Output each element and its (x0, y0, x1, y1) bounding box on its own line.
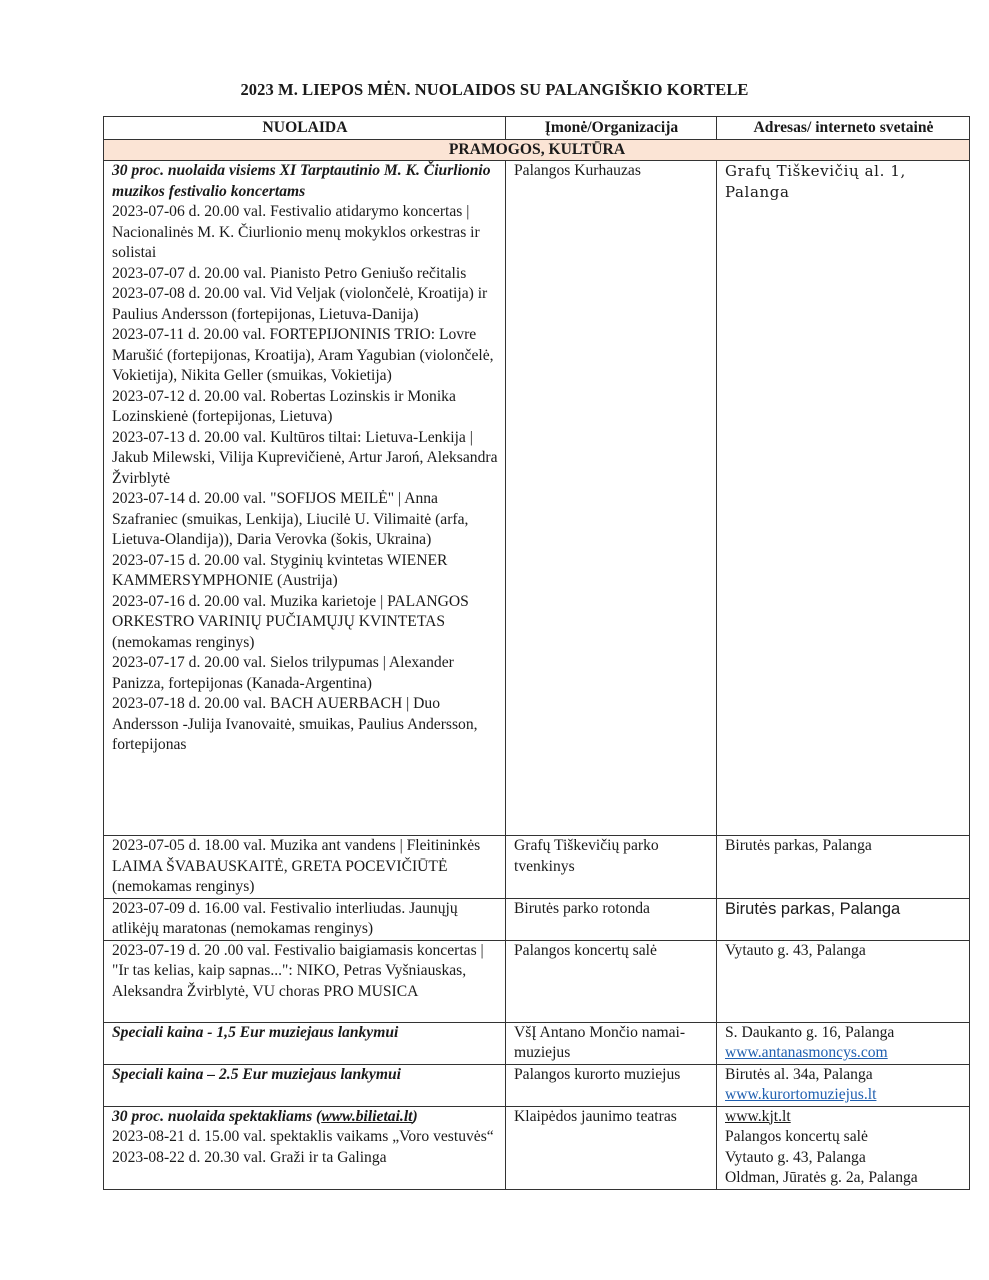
event-item: 2023-07-08 d. 20.00 val. Vid Veljak (violončelė, Kroatija) ir Paulius Andersson (fortepijonas, Lietuva-Danija) (112, 285, 488, 323)
discount-cell: 2023-07-19 d. 20 .00 val. Festivalio baigiamasis koncertas | "Ir tas kelias, kaip sapnas...": NIKO, Petras Vyšniauskas, Aleksandra Žvirblytė, VU choras PRO MUSICA (104, 940, 506, 1022)
header-discount: NUOLAIDA (104, 117, 506, 140)
event-item: 2023-08-21 d. 15.00 val. spektaklis vaikams „Voro vestuvės“ (112, 1128, 494, 1145)
festival-heading: 30 proc. nuolaida visiems XI Tarptautinio M. K. Čiurlionio muzikos festivalio koncertams (112, 162, 491, 200)
discount-cell (104, 1106, 506, 1189)
organization-cell: Klaipėdos jaunimo teatras (506, 1106, 717, 1189)
organization-cell: Palangos Kurhauzas (506, 161, 717, 836)
discounts-table (103, 116, 970, 1190)
event-item: 2023-07-13 d. 20.00 val. Kultūros tiltai: Lietuva-Lenkija | Jakub Milewski, Vilija Kuprevičienė, Artur Jaroń, Aleksandra Žvirblytė (112, 428, 498, 487)
address-cell: Vytauto g. 43, Palanga (717, 940, 970, 1022)
table-row (104, 1064, 970, 1106)
kjt-discount-prefix: 30 proc. nuolaida spektakliams ( (112, 1107, 322, 1125)
section-row (104, 139, 970, 161)
organization-cell: Palangos kurorto muziejus (506, 1064, 717, 1106)
organization-cell: Grafų Tiškevičių parko tvenkinys (506, 836, 717, 899)
event-item: 2023-07-15 d. 20.00 val. Styginių kvintetas WIENER KAMMERSYMPHONIE (Austrija) (112, 551, 448, 589)
address-line: Palangos koncertų salė (725, 1128, 868, 1145)
section-heading: PRAMOGOS, KULTŪRA (104, 139, 970, 161)
address-line: Grafų Tiškevičių al. 1, (725, 162, 906, 180)
event-item: 2023-07-06 d. 20.00 val. Festivalio atidarymo koncertas | Nacionalinės M. K. Čiurlionio menų mokyklos orkestras ir solistai (112, 203, 480, 261)
address-cell (717, 1064, 970, 1106)
table-row (104, 1106, 970, 1189)
address-cell: Birutės parkas, Palanga (717, 836, 970, 899)
kjt-website-link[interactable]: www.kjt.lt (725, 1107, 791, 1125)
header-row (104, 117, 970, 140)
address-cell (717, 1022, 970, 1064)
event-item: 2023-07-07 d. 20.00 val. Pianisto Petro Geniušo rečitalis (112, 264, 467, 282)
address-cell (717, 161, 970, 836)
kjt-discount-suffix: ) (412, 1107, 418, 1125)
event-item: 2023-08-22 d. 20.30 val. Graži ir ta Galinga (112, 1148, 387, 1166)
discount-cell: 2023-07-05 d. 18.00 val. Muzika ant vandens | Fleitininkės LAIMA ŠVABAUSKAITĖ, GRETA POCEVIČIŪTĖ (nemokamas renginys) (104, 836, 506, 899)
table-row (104, 940, 970, 1022)
event-item: 2023-07-17 d. 20.00 val. Sielos trilypumas | Alexander Panizza, fortepijonas (Kanada-Argentina) (112, 654, 454, 692)
page-title: 2023 M. LIEPOS MĖN. NUOLAIDOS SU PALANGIŠKIO KORTELE (240, 80, 749, 99)
address-line: Vytauto g. 43, Palanga (725, 1148, 866, 1166)
event-item: 2023-07-16 d. 20.00 val. Muzika karietoje | PALANGOS ORKESTRO VARINIŲ PUČIAMŲJŲ KVINTETAS (nemokamas renginys) (112, 592, 469, 651)
event-item: 2023-07-11 d. 20.00 val. FORTEPIJONINIS TRIO: Lovre Marušić (fortepijonas, Kroatija), Aram Yagubian (violončelė, Vokietija), Nikita Geller (smuikas, Vokietija) (112, 326, 494, 384)
header-address: Adresas/ interneto svetainė (717, 117, 970, 140)
event-item: 2023-07-14 d. 20.00 val. "SOFIJOS MEILĖ" | Anna Szafraniec (smuikas, Lenkija), Liucilė U. Vilimaitė (arfa, Lietuva-Olandija)), Daria Verovka (šokis, Ukraina) (112, 490, 469, 548)
address-cell (717, 1106, 970, 1189)
table-row (104, 161, 970, 836)
festival-discount-cell (104, 161, 506, 836)
address-line: Palanga (725, 182, 790, 201)
discount-cell: Speciali kaina – 2.5 Eur muziejaus lankymui (104, 1064, 506, 1106)
address-line: Birutės al. 34a, Palanga (725, 1065, 873, 1083)
kjt-discount (112, 1107, 498, 1128)
discount-cell: Speciali kaina - 1,5 Eur muziejaus lankymui (104, 1022, 506, 1064)
organization-cell: Birutės parko rotonda (506, 898, 717, 940)
moncys-website-link[interactable]: www.antanasmoncys.com (725, 1044, 888, 1061)
kurortas-website-link[interactable]: www.kurortomuziejus.lt (725, 1086, 877, 1103)
address-line: Oldman, Jūratės g. 2a, Palanga (725, 1169, 918, 1186)
organization-cell: Palangos koncertų salė (506, 940, 717, 1022)
table-row (104, 836, 970, 899)
organization-cell: VšĮ Antano Mončio namai-muziejus (506, 1022, 717, 1064)
table-row (104, 1022, 970, 1064)
discount-cell: 2023-07-09 d. 16.00 val. Festivalio interliudas. Jaunųjų atlikėjų maratonas (nemokamas renginys) (104, 898, 506, 940)
table-row (104, 898, 970, 940)
bilietai-link[interactable]: www.bilietai.lt (321, 1107, 413, 1125)
event-item: 2023-07-12 d. 20.00 val. Robertas Lozinskis ir Monika Lozinskienė (fortepijonas, Lietuva) (112, 387, 456, 425)
event-item: 2023-07-18 d. 20.00 val. BACH AUERBACH | Duo Andersson -Julija Ivanovaitė, smuikas, Paulius Andersson, fortepijonas (112, 695, 478, 753)
address-cell: Birutės parkas, Palanga (717, 898, 970, 940)
header-organization: Įmonė/Organizacija (506, 117, 717, 140)
address-line: S. Daukanto g. 16, Palanga (725, 1023, 895, 1041)
